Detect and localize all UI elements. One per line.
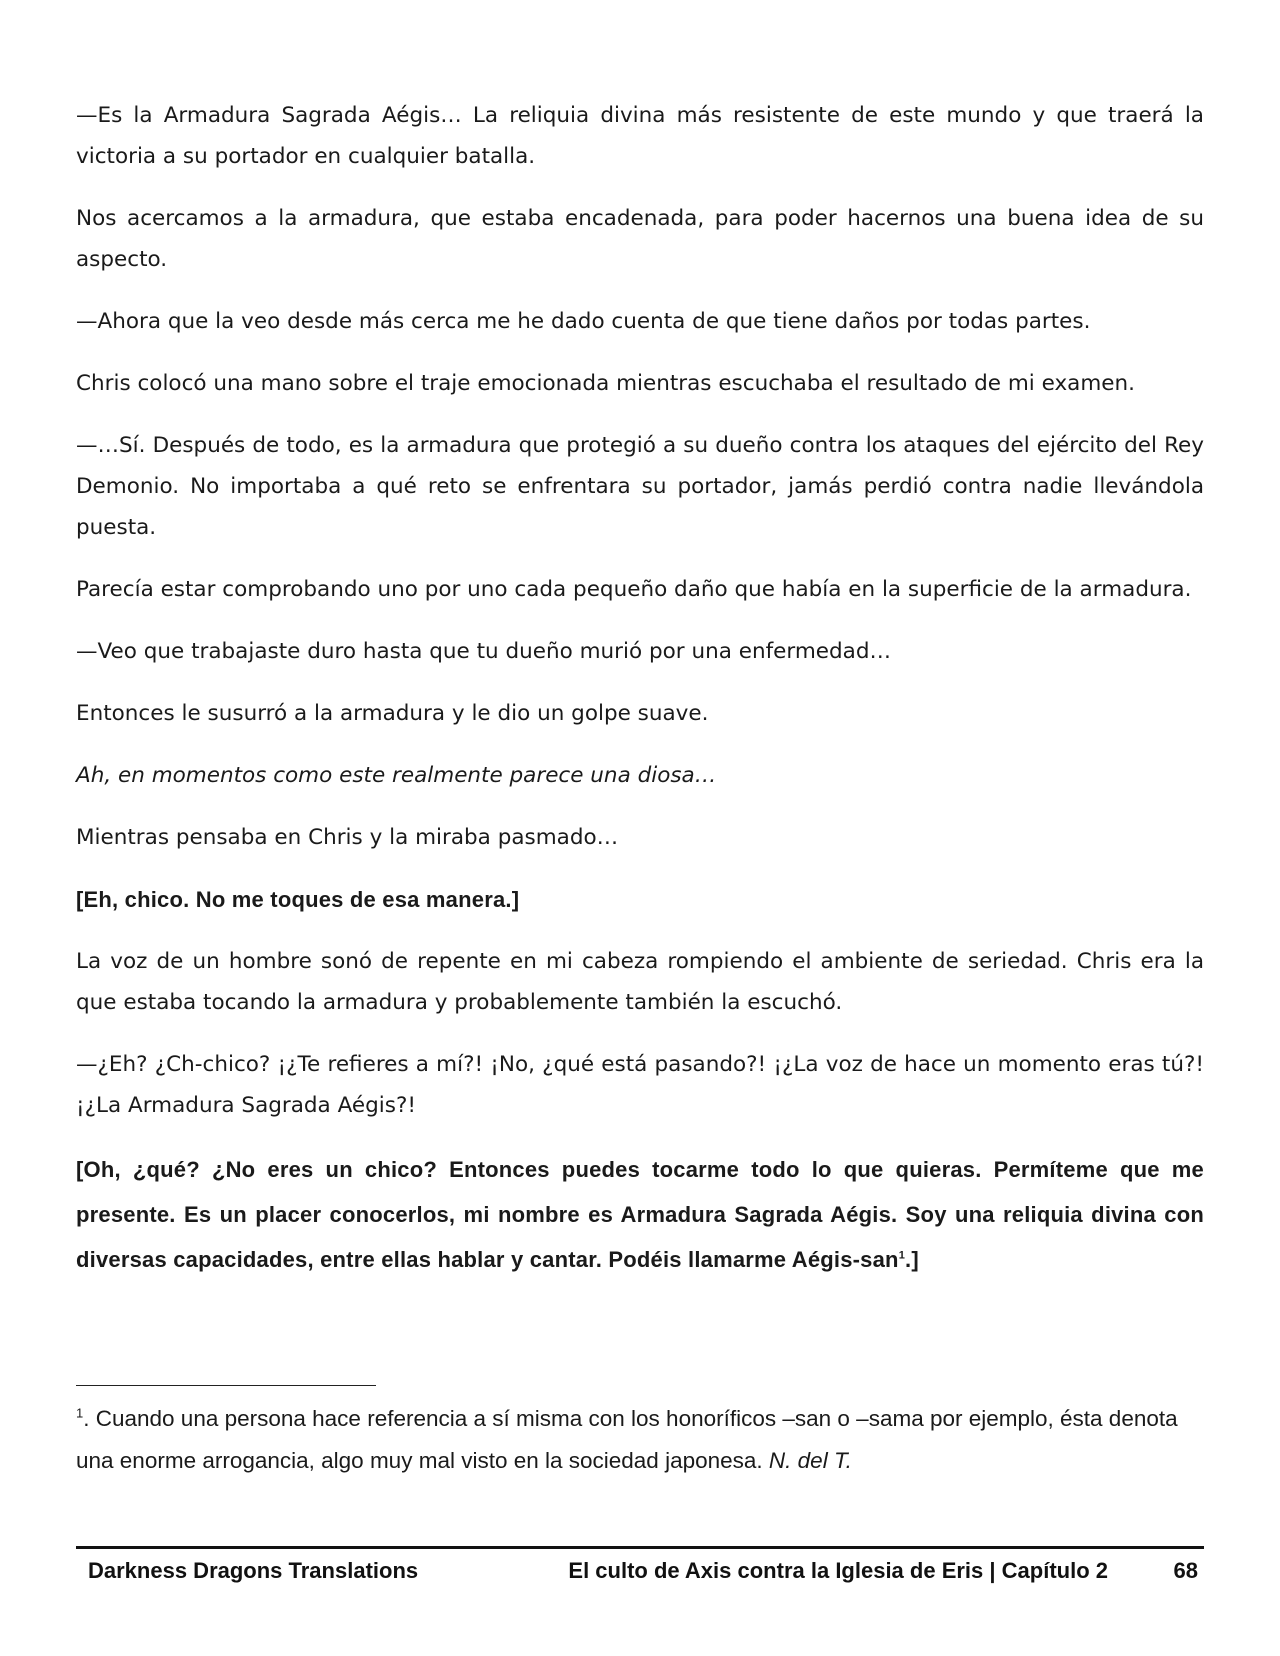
translator-note: N. del T. — [768, 1448, 852, 1473]
paragraph: —…Sí. Después de todo, es la armadura que protegió a su dueño contra los ataques del ejército del Rey Demonio. No importaba a qué reto se enfrentara su portador, jamás perdió contra nadie llevándola puesta. — [76, 433, 1204, 540]
paragraph: —¿Eh? ¿Ch-chico? ¡¿Te refieres a mí?! ¡No, ¿qué está pasando?! ¡¿La voz de hace un momento eras tú?! ¡¿La Armadura Sagrada Aégis?! — [76, 1052, 1204, 1118]
paragraph: Entonces le susurró a la armadura y le dio un golpe suave. — [76, 701, 709, 726]
footnote-divider — [76, 1385, 376, 1386]
body-text — [76, 95, 1204, 1303]
paragraph-italic-thought: Ah, en momentos como este realmente parece una diosa… — [76, 763, 717, 788]
paragraph: —Veo que trabajaste duro hasta que tu dueño murió por una enfermedad… — [76, 639, 891, 664]
paragraph: Chris colocó una mano sobre el traje emocionada mientras escuchaba el resultado de mi examen. — [76, 371, 1135, 396]
paragraph: —Es la Armadura Sagrada Aégis… La reliquia divina más resistente de este mundo y que traerá la victoria a su portador en cualquier batalla. — [76, 103, 1204, 169]
footer-group-name: Darkness Dragons Translations — [88, 1558, 419, 1583]
paragraph: Nos acercamos a la armadura, que estaba encadenada, para poder hacernos una buena idea de su aspecto. — [76, 206, 1204, 272]
page-footer — [76, 1554, 1204, 1594]
paragraph: Mientras pensaba en Chris y la miraba pasmado… — [76, 825, 619, 850]
armor-voice-closing: .] — [905, 1247, 919, 1272]
footer-chapter-title: El culto de Axis contra la Iglesia de Eris | Capítulo 2 — [568, 1558, 1108, 1583]
paragraph: Parecía estar comprobando uno por uno cada pequeño daño que había en la superficie de la armadura. — [76, 577, 1192, 602]
armor-voice-text: [Oh, ¿qué? ¿No eres un chico? Entonces puedes tocarme todo lo que quieras. Permíteme que me presente. Es un placer conocerlos, mi nombre es Armadura Sagrada Aégis. Soy una reliquia divina con diversas capacidades, entre ellas hablar y cantar. Podéis llamarme Aégis-san — [76, 1157, 1204, 1272]
paragraph-armor-voice-long — [76, 1147, 1204, 1282]
footnote-text: . Cuando una persona hace referencia a sí misma con los honoríficos –san o –sama por ejemplo, ésta denota una enorme arrogancia, algo muy mal visto en la sociedad japonesa. — [76, 1406, 1178, 1473]
paragraph: —Ahora que la veo desde más cerca me he dado cuenta de que tiene daños por todas partes. — [76, 309, 1091, 334]
page-number: 68 — [1173, 1558, 1198, 1583]
paragraph-armor-voice: [Eh, chico. No me toques de esa manera.] — [76, 887, 520, 912]
footnote — [76, 1398, 1204, 1482]
footnote-marker: 1 — [76, 1405, 84, 1421]
paragraph: La voz de un hombre sonó de repente en mi cabeza rompiendo el ambiente de seriedad. Chris era la que estaba tocando la armadura y probablemente también la escuchó. — [76, 949, 1204, 1015]
footnote-reference[interactable]: 1 — [898, 1249, 906, 1262]
footer-divider — [76, 1546, 1204, 1549]
